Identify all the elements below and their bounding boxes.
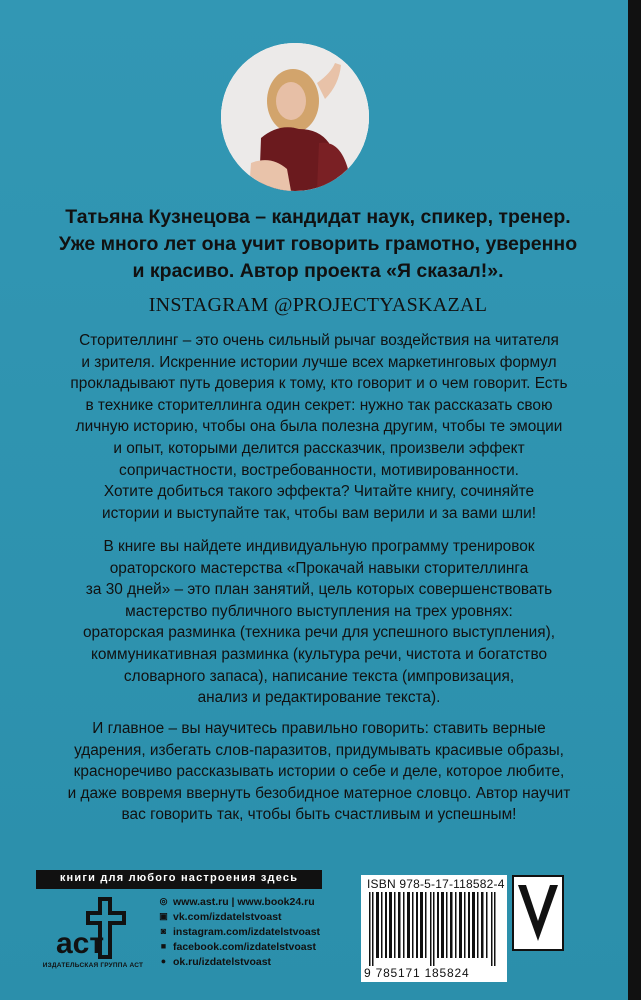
vk-icon: ▣	[159, 911, 168, 921]
text-line: ударения, избегать слов-паразитов, придумывать красивые образы,	[74, 741, 564, 759]
link-text: www.ast.ru | www.book24.ru	[173, 895, 315, 908]
text-line: истории и выступайте так, чтобы вам верили и за вами шли!	[102, 504, 536, 522]
link-row	[158, 894, 358, 909]
link-row	[158, 939, 358, 954]
publisher-links	[158, 894, 358, 969]
text-line: Сторителлинг – это очень сильный рычаг воздействия на читателя	[79, 332, 559, 349]
text-line: коммуникативная разминка (культура речи, чистота и богатство	[90, 645, 548, 663]
instagram-handle: INSTAGRAM @PROJECTYASKAZAL	[148, 294, 488, 316]
ok-icon: ●	[160, 956, 167, 966]
facebook-icon: ■	[160, 941, 167, 951]
barcode-image	[367, 892, 501, 966]
link-row	[158, 909, 358, 924]
imprint-letter: V	[538, 877, 539, 878]
text-line: прокладывают путь доверия к тому, кто говорит и о чем говорит. Есть	[70, 375, 568, 393]
author-photo	[221, 43, 369, 191]
text-line: анализ и редактирование текста).	[197, 689, 441, 707]
bio-line: Татьяна Кузнецова – кандидат наук, спикер, тренер.	[65, 206, 571, 228]
description-paragraph-1	[30, 330, 608, 524]
link-text: instagram.com/izdatelstvoast	[173, 925, 321, 938]
publisher-name: ИЗДАТЕЛЬСКАЯ ГРУППА АСТ	[42, 962, 144, 969]
logo-text: аст	[56, 927, 105, 960]
link-text: vk.com/izdatelstvoast	[173, 910, 282, 923]
globe-icon: ◎	[159, 896, 168, 906]
link-row	[158, 924, 358, 939]
isbn-number: ISBN 978-5-17-118582-4	[367, 877, 505, 891]
series-banner: книги для любого настроения здесь	[36, 870, 322, 887]
text-line: словарного запаса), написание текста (импровизация,	[123, 667, 515, 685]
text-line: ораторская разминка (техника речи для успешного выступления),	[82, 624, 556, 642]
ean-number: 9 785171 185824	[364, 966, 470, 980]
bio-line: и красиво. Автор проекта «Я сказал!».	[132, 260, 504, 282]
imprint-mark	[512, 875, 564, 951]
series-underline	[36, 887, 322, 889]
text-line: и зрителя. Искренние истории лучше всех маркетинговых формул	[81, 353, 557, 371]
instagram-icon: ◙	[160, 926, 167, 936]
link-row	[158, 954, 358, 969]
text-line: и опыт, которыми делится рассказчик, произвели эффект	[113, 439, 525, 457]
text-line: вас говорить так, чтобы быть счастливым и успешным!	[121, 806, 517, 824]
link-text: ok.ru/izdatelstvoast	[173, 955, 272, 968]
text-line: Хотите добиться такого эффекта? Читайте книгу, сочиняйте	[103, 483, 535, 501]
description-paragraph-2	[30, 536, 608, 709]
text-line: в технике сторителлинга один секрет: нужно так рассказать свою	[85, 396, 553, 414]
link-text: facebook.com/izdatelstvoast	[173, 940, 316, 953]
text-line: В книге вы найдете индивидуальную программу тренировок	[103, 538, 535, 555]
text-line: за 30 дней» – это план занятий, цель которых совершенствовать	[85, 581, 553, 599]
cover-edge-bar	[628, 0, 641, 1000]
text-line: и даже вовремя ввернуть безобидное матерное словцо. Автор научит	[67, 784, 571, 802]
text-line: красноречиво рассказывать истории о себе и деле, которое любите,	[73, 763, 565, 781]
bio-line: Уже много лет она учит говорить грамотно, уверенно	[58, 233, 578, 255]
text-line: мастерство публичного выступления на трех уровнях:	[125, 602, 513, 620]
text-line: И главное – вы научитесь правильно говорить: ставить верные	[92, 720, 546, 737]
text-line: сопричастности, востребованности, мотивированности.	[119, 461, 519, 479]
barcode-block	[361, 875, 507, 982]
text-line: личную историю, чтобы она была полезна другим, чтобы те эмоции	[75, 418, 563, 436]
author-bio	[28, 204, 608, 285]
text-line: ораторского мастерства «Прокачай навыки сторителлинга	[109, 559, 529, 577]
description-paragraph-3	[30, 718, 608, 826]
